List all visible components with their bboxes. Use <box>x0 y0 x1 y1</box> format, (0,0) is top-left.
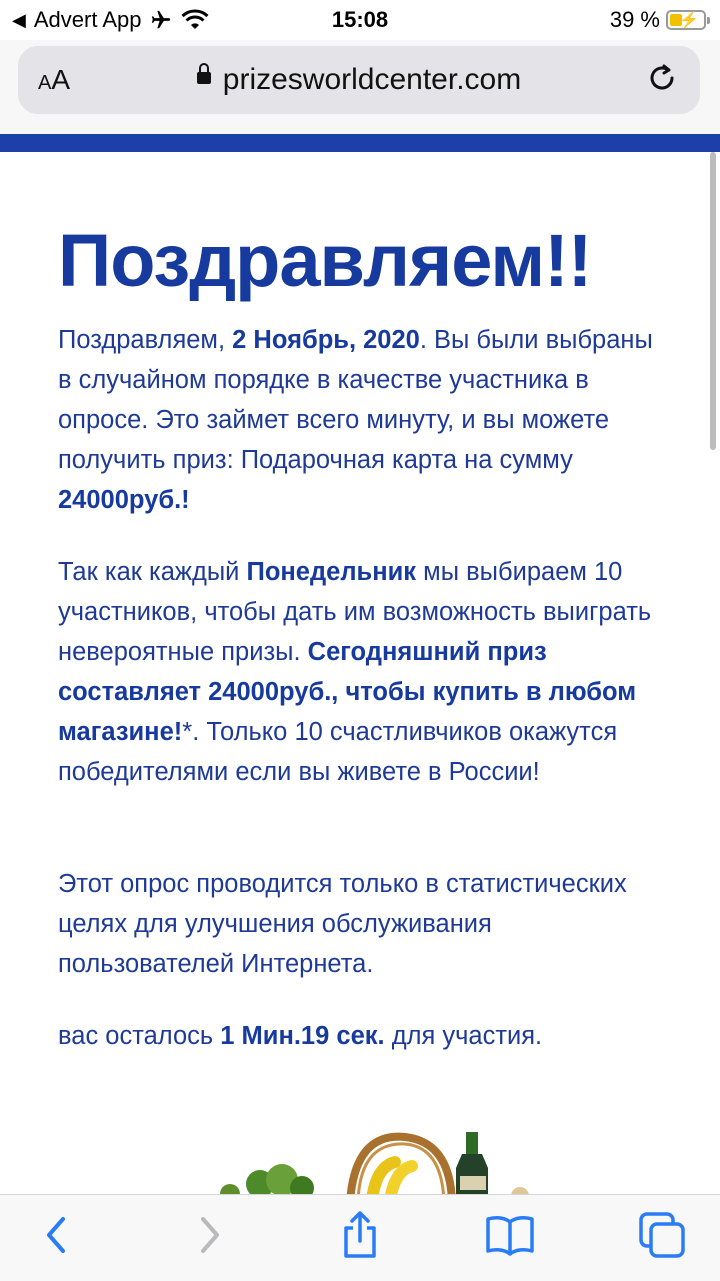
rules-paragraph <box>58 552 668 792</box>
intro-paragraph <box>58 320 668 520</box>
bookmarks-button[interactable] <box>480 1209 540 1261</box>
url-field[interactable] <box>18 63 700 97</box>
rules-text-3: *. Только 10 счастливчиков окажутся победителями если вы живете в России! <box>58 718 618 786</box>
site-header-strip <box>0 134 720 152</box>
back-app-label: Advert App <box>33 7 142 32</box>
timer-text-1: вас осталось <box>58 1022 221 1050</box>
charging-bolt-icon: ⚡ <box>679 12 699 29</box>
text-size-small-a: A <box>38 72 52 94</box>
reload-icon[interactable] <box>644 60 680 96</box>
timer-paragraph <box>58 1016 668 1056</box>
intro-date: 2 Ноябрь, 2020 <box>232 326 420 354</box>
share-icon <box>340 1210 380 1260</box>
bookmarks-icon <box>485 1213 535 1257</box>
rules-day: Понедельник <box>246 558 417 586</box>
status-bar <box>0 0 720 40</box>
intro-text-2: . Вы были выбраны в случайном порядке в качестве участника в опросе. Это займет всего минуту, и вы можете получить приз: Подарочная карта на сумму <box>58 326 653 474</box>
back-button[interactable] <box>26 1209 86 1261</box>
forward-icon <box>195 1213 225 1257</box>
lock-icon <box>197 72 211 84</box>
tabs-button[interactable] <box>632 1209 692 1261</box>
timer-value: 1 Мин.19 сек. <box>220 1022 385 1050</box>
back-triangle-icon: ◀ <box>12 9 26 30</box>
browser-header <box>0 40 720 134</box>
intro-text-1: Поздравляем, <box>58 326 233 354</box>
text-size-large-a: A <box>51 64 71 95</box>
page-title: Поздравляем!! <box>58 219 592 302</box>
battery-icon <box>666 10 706 30</box>
forward-button[interactable] <box>180 1209 240 1261</box>
timer-text-2: для участия. <box>384 1022 543 1050</box>
rules-text-2: мы выбираем 10 участников, чтобы дать им возможность выиграть невероятные призы. <box>58 558 652 666</box>
address-bar[interactable] <box>18 46 700 114</box>
status-time: 15:08 <box>331 7 389 32</box>
rules-text-1: Так как каждый <box>58 558 247 586</box>
url-text: prizesworldcenter.com <box>222 63 522 96</box>
tabs-icon <box>638 1211 686 1259</box>
purpose-paragraph: Этот опрос проводится только в статистических целях для улучшения обслуживания пользователей Интернета. <box>58 870 627 978</box>
page-content <box>0 152 706 1194</box>
grocery-basket-image <box>190 1132 530 1194</box>
rules-prize: Сегодняшний приз составляет 24000руб., чтобы купить в любом магазине! <box>58 638 637 746</box>
battery-percent: 39 % <box>609 7 660 32</box>
intro-amount: 24000руб.! <box>58 486 190 514</box>
share-button[interactable] <box>330 1209 390 1261</box>
scroll-indicator[interactable] <box>710 152 716 450</box>
browser-toolbar <box>0 1194 720 1281</box>
back-icon <box>41 1213 71 1257</box>
